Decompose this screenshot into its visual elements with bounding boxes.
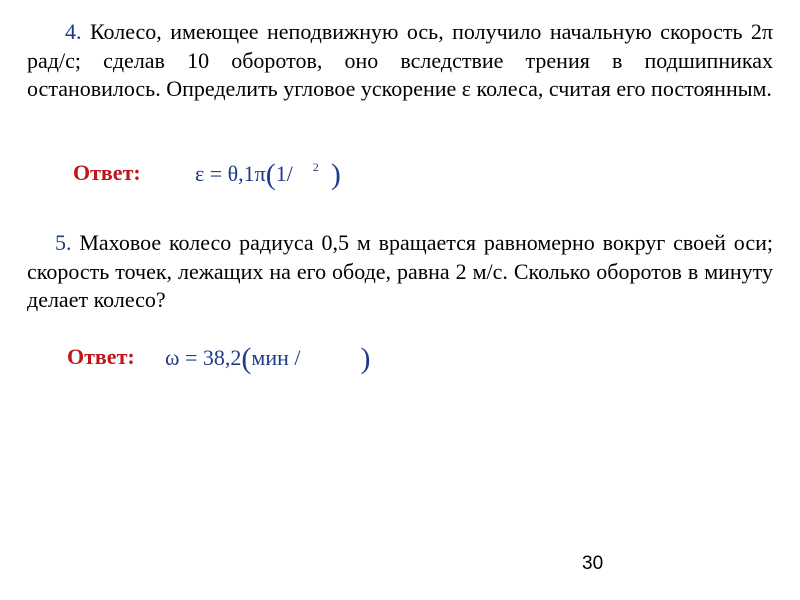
answer-formula bbox=[165, 342, 370, 376]
answer-formula bbox=[195, 158, 341, 192]
problem-5 bbox=[27, 229, 773, 315]
formula-lhs: ε = θ,1π bbox=[195, 161, 266, 186]
formula-close-paren: ) bbox=[360, 342, 371, 375]
formula-open-paren: ( bbox=[241, 342, 252, 375]
formula-exponent: 2 bbox=[312, 160, 319, 174]
answer-label: Ответ: bbox=[67, 344, 135, 369]
problem-text: Маховое колесо радиуса 0,5 м вращается равномерно вокруг своей оси; скорость точек, лежащих на его ободе, равна 2 м/с. Сколько оборотов в минуту делает колесо? bbox=[27, 230, 773, 312]
formula-unit: 1/ bbox=[275, 161, 293, 186]
problem-number: 4. bbox=[65, 19, 82, 44]
problem-text: Колесо, имеющее неподвижную ось, получило начальную скорость 2π рад/с; сделав 10 оборотов, оно вследствие трения в подшипниках остановилось. Определить угловое ускорение ε колеса, считая его постоянным. bbox=[27, 19, 774, 101]
formula-open-paren: ( bbox=[265, 158, 276, 191]
formula-close-paren: ) bbox=[330, 158, 341, 191]
page-number: 30 bbox=[582, 553, 604, 574]
problem-number: 5. bbox=[55, 230, 72, 255]
formula-lhs: ω = 38,2 bbox=[165, 345, 242, 370]
answer-label: Ответ: bbox=[73, 160, 141, 185]
problem-4 bbox=[27, 18, 773, 104]
formula-unit: мин / bbox=[251, 345, 301, 370]
